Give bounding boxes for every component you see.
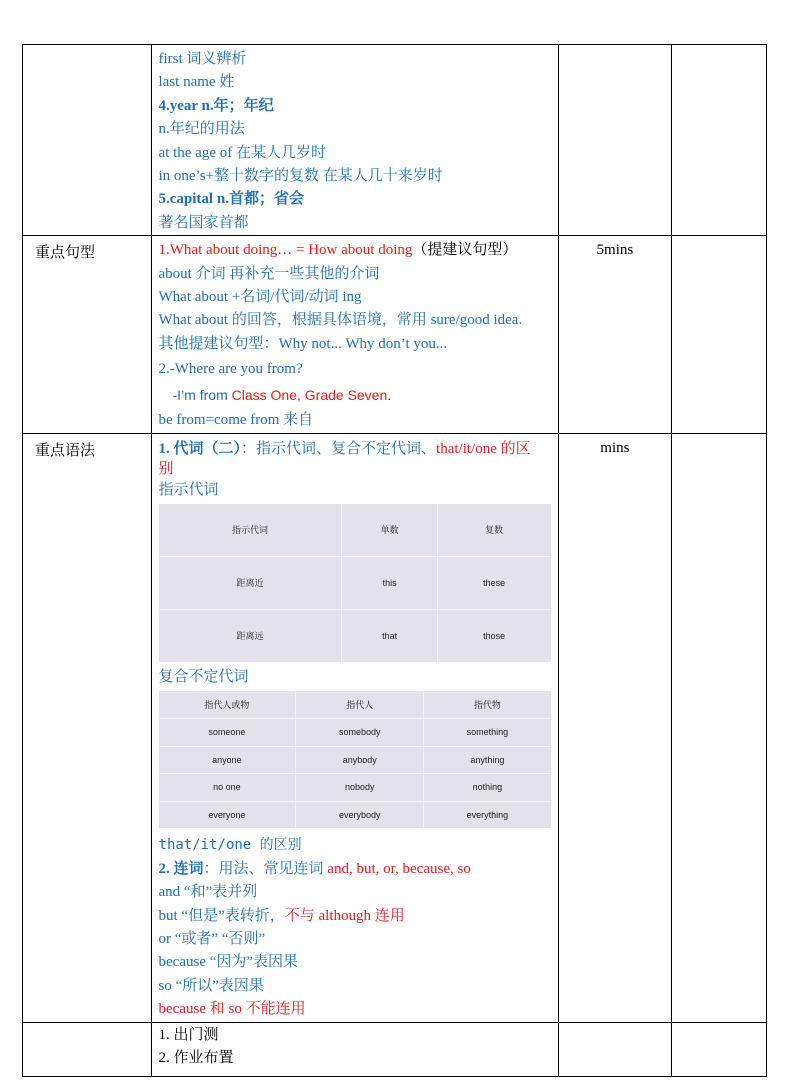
row1-time-cell — [559, 45, 671, 236]
because-line: because “因为”表因果 — [158, 954, 299, 971]
table-cell: 距离远 — [159, 609, 342, 662]
table-row — [159, 746, 551, 774]
but-line — [159, 905, 553, 928]
table-row — [159, 556, 551, 609]
table-row — [159, 801, 551, 828]
lesson-plan-table — [22, 44, 767, 1077]
row3-notes-cell — [671, 433, 766, 1022]
final-red-line: because 和 so 不能连用 — [158, 1001, 306, 1018]
table-cell: anybody — [296, 746, 424, 774]
conj-rest: ：用法、常见连词 — [203, 860, 328, 877]
row2-notes-cell — [671, 236, 766, 433]
demonstrative-pronouns-table — [159, 504, 551, 662]
row1-content-cell — [151, 45, 559, 236]
grammar-row — [23, 433, 767, 1022]
row2-time: 5mins — [596, 242, 634, 259]
row2-label: 重点句型 — [35, 245, 96, 262]
table-cell: those — [483, 630, 506, 641]
row4-line-1: 1. 出门测 — [158, 1026, 219, 1043]
row4-line-2: 2. 作业布置 — [158, 1049, 234, 1066]
row1-line-4: n.年纪的用法 — [158, 121, 245, 138]
row2-line-3: What about +名词/代词/动词 ing — [158, 289, 362, 306]
answer-blue: -I’m from — [172, 386, 232, 403]
row4-content-cell — [151, 1022, 559, 1076]
pronoun-heading — [159, 437, 553, 479]
row4-label-cell — [23, 1022, 152, 1076]
table-cell: somebody — [296, 718, 424, 746]
table-header-cell: 单数 — [342, 504, 437, 557]
table-header-cell: 指代物 — [424, 691, 551, 718]
table-cell: no one — [159, 774, 296, 802]
row2-line-6: 2.-Where are you from? — [158, 361, 303, 378]
or-line: or “或者” “否则” — [158, 930, 266, 947]
table-header-cell: 指代人或物 — [159, 691, 296, 718]
row1-line-2: last name 姓 — [158, 74, 235, 91]
table-header-cell: 复数 — [437, 504, 550, 557]
table-header-cell: 指代人 — [296, 691, 424, 718]
conj-red: and, but, or, because, so — [327, 860, 471, 877]
table-cell: everyone — [159, 801, 296, 828]
pronoun-heading-red: that/it/one 的区别 — [158, 440, 531, 477]
row1-label-cell — [23, 45, 152, 236]
row1-line-6: in one’s+整十数字的复数 在某人几十来岁时 — [158, 168, 443, 185]
table-cell: someone — [159, 718, 296, 746]
table-cell: anyone — [159, 746, 296, 774]
table-cell: this — [342, 556, 437, 609]
row1-notes-cell — [671, 45, 766, 236]
row3-content-cell — [151, 433, 559, 1022]
row2-line-4: What about 的回答，根据具体语境，常用 sure/good idea. — [158, 312, 523, 329]
answer-red: Class One, Grade Seven — [231, 386, 388, 403]
row2-answer-line — [159, 384, 553, 407]
pronoun-heading-rest: ：指示代词、复合不定代词、 — [241, 440, 437, 457]
table-cell: anything — [424, 746, 551, 774]
vocabulary-row — [23, 45, 767, 236]
so-line: so “所以”表因果 — [158, 977, 264, 994]
table-cell: that — [342, 609, 437, 662]
distinction-line: that/it/one 的区别 — [158, 837, 302, 854]
row2-line1-red: 1.What about doing… = How about doing — [158, 242, 413, 259]
sentence-patterns-row — [23, 236, 767, 433]
row2-line-5: 其他提建议句型：Why not... Why don’t you... — [158, 335, 448, 352]
row3-time: mins — [600, 439, 630, 456]
table-cell: 距离近 — [159, 556, 342, 609]
table-cell: these — [437, 556, 550, 609]
table-cell: nobody — [296, 774, 424, 802]
row2-content-cell — [151, 236, 559, 433]
but-red: 不与 although 连用 — [284, 907, 405, 924]
row1-line-8: 著名国家首都 — [158, 214, 249, 231]
conj-bold: 2. 连词 — [158, 860, 204, 877]
row1-line-7: 5.capital n.首都；省会 — [158, 191, 304, 208]
but-blue: but “但是”表转折， — [158, 907, 285, 924]
table-header-row — [159, 504, 551, 557]
table-row — [159, 774, 551, 802]
table-header-row — [159, 691, 551, 718]
answer-end: . — [387, 386, 392, 403]
row1-line-5: at the age of 在某人几岁时 — [158, 144, 326, 161]
table-header-cell: 指示代词 — [159, 504, 342, 557]
row2-line-1 — [159, 239, 553, 262]
row2-last-line: be from=come from 来自 — [158, 412, 314, 429]
table-row — [159, 609, 551, 662]
conjunction-heading — [159, 858, 553, 881]
row1-line-3: 4.year n.年；年纪 — [158, 97, 274, 114]
table-cell: something — [424, 718, 551, 746]
compound-indefinite-pronouns-table — [159, 691, 551, 828]
table-row — [159, 718, 551, 746]
table-cell: nothing — [424, 774, 551, 802]
row1-content — [152, 45, 559, 235]
row4-time-cell — [559, 1022, 671, 1076]
table-cell: everything — [466, 809, 509, 820]
homework-row — [23, 1022, 767, 1076]
row1-line-1: first 词义辨析 — [158, 51, 247, 67]
row2-line1-black: （提建议句型） — [412, 242, 518, 259]
and-line: and “和”表并列 — [158, 884, 258, 901]
row2-line-2: about 介词 再补充一些其他的介词 — [158, 265, 380, 282]
row4-notes-cell — [671, 1022, 766, 1076]
row3-label: 重点语法 — [35, 442, 96, 459]
compound-subheading: 复合不定代词 — [158, 668, 249, 685]
demonstratives-subheading: 指示代词 — [158, 481, 219, 498]
table-cell: everybody — [296, 801, 424, 828]
pronoun-heading-bold: 1. 代词（二） — [158, 440, 242, 457]
